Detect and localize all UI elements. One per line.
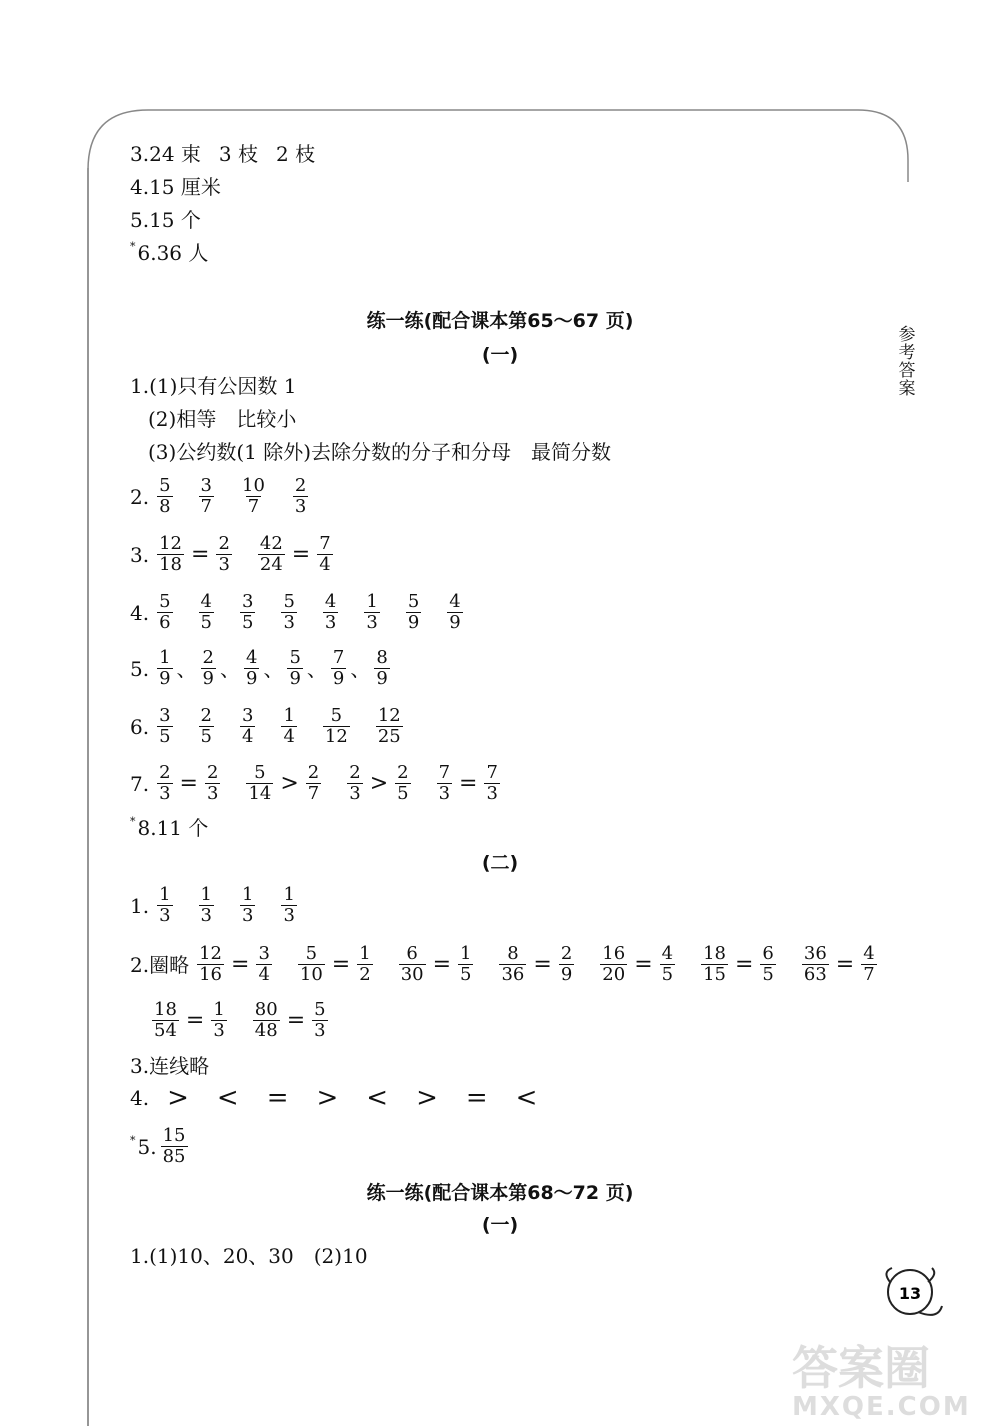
numerator: 1 [242,884,254,905]
denominator: 5 [200,726,212,747]
denominator: 3 [218,554,230,575]
fraction [281,592,296,633]
denominator: 5 [661,964,674,985]
numerator: 2 [349,762,361,783]
numerator: 5 [159,591,171,612]
fraction [258,534,285,575]
s1-q1a: 1.(1)只有公因数 1 [130,374,297,398]
fraction [157,476,172,517]
denominator: 9 [159,668,171,689]
numerator: 16 [602,943,626,964]
fraction [157,592,172,633]
fraction [240,885,255,926]
s1-q4 [130,592,467,633]
numerator: 1 [366,591,378,612]
operator: = [634,951,653,977]
fraction [760,944,775,985]
fraction [240,476,267,517]
fraction [281,885,296,926]
separator: 、 [176,656,197,681]
fraction [199,476,214,517]
s1-q6 [130,706,407,747]
s3-q1: 1.(1)10、20、30 (2)10 [130,1244,368,1268]
denominator: 3 [283,612,295,633]
numerator: 2 [294,475,307,496]
numerator: 1 [159,647,171,668]
s2-q1 [130,885,301,926]
comparison-symbol: = [465,1083,488,1113]
denominator: 18 [159,554,182,575]
fraction [559,944,574,985]
numerator: 2 [159,762,171,783]
fraction [199,706,214,747]
numerator: 2 [218,533,230,554]
item-number: 6. [130,714,150,739]
numerator: 3 [242,705,254,726]
denominator: 5 [762,964,774,985]
item-number: 4. [130,600,150,625]
denominator: 3 [349,783,361,804]
denominator: 4 [319,554,331,575]
numerator: 36 [803,943,827,964]
fraction [701,944,728,985]
operator: = [291,541,311,567]
numerator: 5 [314,999,326,1020]
denominator: 4 [242,726,254,747]
s2-q4 [130,1083,551,1113]
fraction [293,476,308,517]
fraction [437,763,452,804]
denominator: 9 [289,668,301,689]
operator: = [533,951,552,977]
denominator: 63 [803,964,827,985]
s1-q7 [130,763,504,804]
numerator: 18 [154,999,177,1020]
fraction [660,944,675,985]
numerator: 42 [259,533,283,554]
comparison-symbol: < [515,1083,538,1113]
numerator: 7 [486,762,498,783]
section-title-1: 练一练(配合课本第65～67 页) [366,310,634,332]
denominator: 9 [449,612,461,633]
operator: = [331,951,351,977]
numerator: 4 [246,647,258,668]
separator: 、 [263,656,284,681]
fraction [253,1000,280,1041]
top-q6: * 6.36 人 [130,240,209,265]
fraction [331,648,346,689]
denominator: 3 [159,783,171,804]
s1-q3 [130,534,337,575]
operator: = [734,951,754,977]
fraction [216,534,231,575]
comparison-symbol: = [266,1083,289,1113]
numerator: 5 [159,475,171,496]
denominator: 16 [199,964,222,985]
operator: = [459,770,478,796]
comparison-symbol: > [416,1083,438,1113]
fraction [199,885,214,926]
operator: = [185,1007,205,1033]
fraction [298,944,325,985]
fraction [240,706,255,747]
comparison-symbol: < [366,1083,389,1113]
fraction: $\frac{15}{85}$ [162,1125,186,1167]
fraction [499,944,526,985]
fraction [376,706,403,747]
numerator: 12 [377,705,401,726]
fraction [256,944,271,985]
fraction [157,763,172,804]
numerator: 1 [283,705,295,726]
section-title-3: 练一练(配合课本第68～72 页) [366,1182,634,1204]
fraction [199,592,214,633]
denominator: 3 [159,905,171,926]
numerator: 1 [283,884,295,905]
fraction [157,648,172,689]
numerator: 5 [254,762,266,783]
fraction [406,592,421,633]
s1-q2 [130,476,312,517]
numerator: 4 [863,943,875,964]
denominator: 15 [703,964,726,985]
numerator: 5 [330,705,343,726]
denominator: 6 [159,612,171,633]
operator: = [191,541,210,567]
denominator: 3 [486,783,498,804]
numerator: 8 [376,647,388,668]
numerator: 1 [159,884,171,905]
denominator: 5 [242,612,254,633]
watermark: 答案圈 MXQE.COM [792,1341,971,1422]
operator: = [286,1007,306,1033]
numerator: 6 [406,943,418,964]
s1-q1b: (2)相等 比较小 [148,407,297,431]
fraction [802,944,829,985]
denominator: 3 [242,905,254,926]
numerator: 5 [407,591,420,612]
denominator: 9 [560,964,573,985]
operator: = [835,951,855,977]
fraction [447,592,462,633]
side-label: 参 考 答 案 [898,325,916,399]
item-number: 2.圈略 [130,952,190,977]
s1-q5 [130,648,394,689]
denominator: 14 [248,783,272,804]
denominator: 9 [202,668,214,689]
numerator: 3 [159,705,171,726]
top-q5: 5.15 个 [130,208,201,232]
item-number: 5. [130,656,150,681]
operator: = [432,951,452,977]
fraction [240,592,255,633]
top-q4: 4.15 厘米 [130,175,221,199]
s1-q8: * 8.11 个 [130,815,209,840]
top-q3: 3. 24 束 3 枝 2 枝 [130,142,316,166]
numerator: 6 [762,943,774,964]
denominator: 36 [501,964,525,985]
numerator: 5 [283,591,295,612]
comparison-symbol: < [216,1083,239,1113]
denominator: 7 [247,496,260,517]
section-sub-2: (二) [481,852,519,874]
denominator: 5 [397,783,409,804]
fraction [317,534,332,575]
s2-q2 [130,944,881,985]
section-sub-1: (一) [481,344,519,366]
denominator: 9 [246,668,258,689]
denominator: 12 [324,726,348,747]
denominator: 4 [283,726,295,747]
operator: = [179,770,198,796]
fraction [152,1000,179,1041]
denominator: 25 [377,726,401,747]
denominator: 54 [154,1020,177,1041]
denominator: 7 [307,783,320,804]
denominator: 24 [259,554,283,575]
fraction [347,763,362,804]
numerator: 12 [159,533,182,554]
fraction [201,648,216,689]
denominator: 7 [863,964,875,985]
numerator: 1 [359,943,371,964]
denominator: 9 [407,612,420,633]
fraction [458,944,473,985]
fraction [484,763,499,804]
numerator: 7 [319,533,331,554]
item-number: 1. [130,893,150,918]
comparison-symbol: > [316,1083,339,1113]
fraction [157,885,172,926]
fraction [157,534,184,575]
operator: > [369,770,389,796]
denominator: 4 [258,964,270,985]
numerator: 5 [289,647,301,668]
numerator: 1 [200,884,212,905]
denominator: 3 [206,783,219,804]
numerator: 1 [460,943,472,964]
comparison-symbol: > [167,1083,189,1113]
denominator: 5 [200,612,212,633]
numerator: 3 [242,591,254,612]
fraction [246,763,273,804]
numerator: 8 [507,943,519,964]
fraction [287,648,302,689]
fraction [374,648,389,689]
separator: 、 [350,656,371,681]
numerator: 2 [307,762,320,783]
separator: 、 [306,656,327,681]
s2-q5: * 5. $\frac{15}{85}$ [130,1125,186,1167]
fraction [399,944,426,985]
numerator: 2 [397,762,409,783]
item-number: 7. [130,771,150,796]
section-sub-3: (一) [481,1214,519,1236]
numerator: 7 [438,762,451,783]
numerator: 80 [254,999,278,1020]
denominator: 5 [159,726,171,747]
numerator: 10 [242,475,265,496]
numerator: 5 [305,943,318,964]
denominator: 9 [376,668,388,689]
fraction [244,648,259,689]
numerator: 4 [200,591,212,612]
page-number: 13 [898,1284,922,1303]
separator: 、 [220,656,240,681]
s2-q2b [148,1000,332,1041]
denominator: 3 [200,905,212,926]
numerator: 12 [199,943,222,964]
operator: > [280,770,299,796]
numerator: 3 [258,943,270,964]
numerator: 18 [703,943,726,964]
denominator: 3 [294,496,307,517]
fraction [364,592,379,633]
numerator: 3 [200,475,212,496]
s2-q3: 3.连线略 [130,1054,210,1078]
numerator: 4 [661,943,674,964]
denominator: 8 [159,496,171,517]
item-number: 2. [130,484,150,509]
fraction [323,592,338,633]
s1-q1c: (3)公约数(1 除外)去除分数的分子和分母 最简分数 [148,440,612,464]
denominator: 5 [460,964,472,985]
page-number-badge [878,1262,948,1322]
bird-mascot-icon [878,1262,948,1322]
item-number: 4. [130,1086,150,1110]
item-number: 3. [130,542,150,567]
denominator: 30 [400,964,424,985]
numerator: 2 [560,943,573,964]
fraction [395,763,410,804]
denominator: 10 [299,964,323,985]
fraction [357,944,372,985]
denominator: 3 [213,1020,225,1041]
numerator: 1 [213,999,225,1020]
fraction [157,706,172,747]
numerator: 2 [202,647,214,668]
fraction [600,944,627,985]
denominator: 3 [366,612,378,633]
denominator: 7 [200,496,212,517]
fraction [197,944,224,985]
denominator: 3 [314,1020,326,1041]
fraction [861,944,876,985]
fraction [281,706,296,747]
denominator: 9 [332,668,345,689]
denominator: 3 [438,783,451,804]
numerator: 4 [324,591,337,612]
operator: = [231,951,250,977]
fraction [306,763,321,804]
fraction [323,706,350,747]
denominator: 3 [283,905,295,926]
fraction [312,1000,327,1041]
denominator: 3 [324,612,337,633]
numerator: 2 [206,762,219,783]
denominator: 20 [602,964,626,985]
fraction [205,763,220,804]
denominator: 2 [359,964,371,985]
numerator: 2 [200,705,212,726]
fraction [211,1000,226,1041]
denominator: 48 [254,1020,278,1041]
numerator: 7 [332,647,345,668]
numerator: 4 [449,591,461,612]
